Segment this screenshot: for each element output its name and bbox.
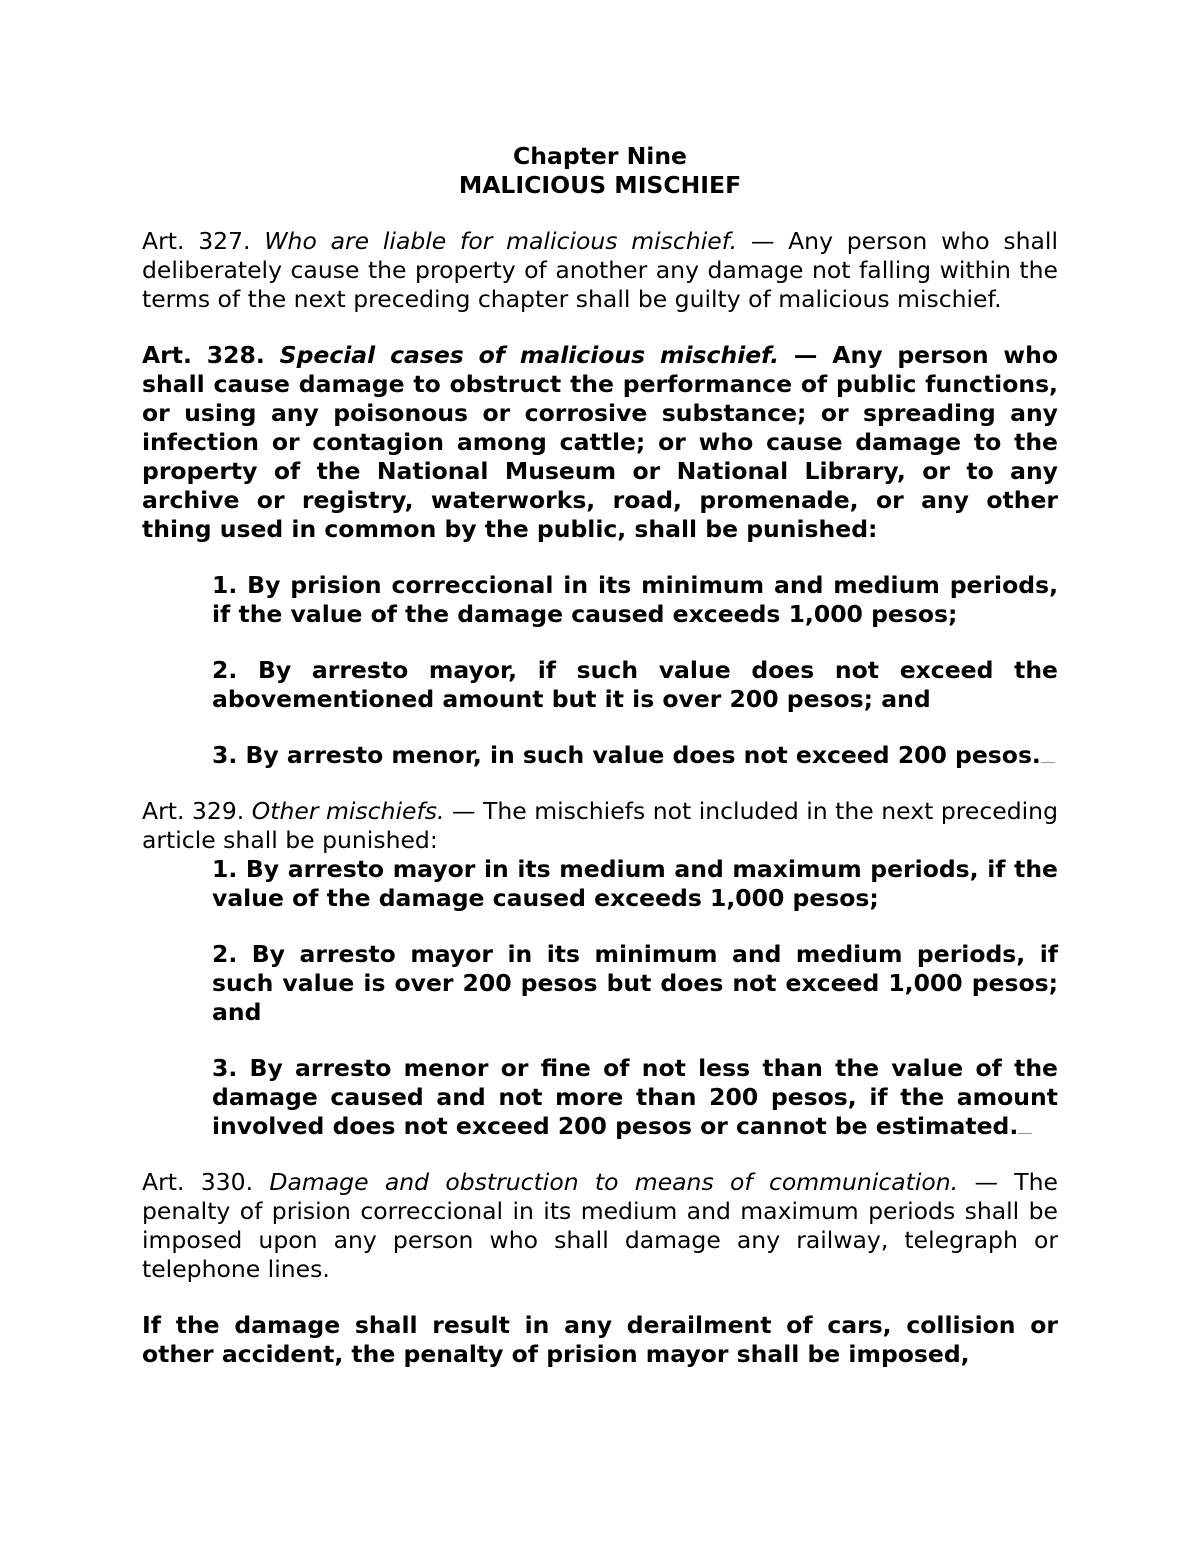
article-329-item-3 xyxy=(212,1054,1058,1141)
article-329-title: Other mischiefs. xyxy=(251,797,445,825)
document-content xyxy=(142,142,1058,1369)
underline-mark xyxy=(1041,762,1055,763)
article-328-item-3 xyxy=(212,741,1058,770)
article-330-title: Damage and obstruction to means of communication. xyxy=(269,1168,959,1196)
chapter-subtitle: MALICIOUS MISCHIEF xyxy=(458,171,742,199)
chapter-title: Chapter Nine xyxy=(513,142,687,170)
article-329-item-1: 1. By arresto mayor in its medium and maximum periods, if the value of the damage caused exceeds 1,000 pesos; xyxy=(212,855,1058,912)
article-329-number: Art. 329. xyxy=(142,797,245,825)
underline-mark xyxy=(1018,1133,1032,1134)
article-327 xyxy=(142,227,1058,314)
article-329-body: — The mischiefs not included in the next preceding article shall be punished: xyxy=(142,797,1058,854)
article-327-title: Who are liable for malicious mischief. xyxy=(264,227,738,255)
article-328 xyxy=(142,341,1058,544)
article-330 xyxy=(142,1168,1058,1284)
article-327-number: Art. 327. xyxy=(142,227,251,255)
article-328-item-3-text: 3. By arresto menor, in such value does not exceed 200 pesos. xyxy=(212,741,1041,769)
article-329-item-2: 2. By arresto mayor in its minimum and medium periods, if such value is over 200 pesos but does not exceed 1,000 pesos; and xyxy=(212,940,1058,1026)
article-328-item-2: 2. By arresto mayor, if such value does not exceed the abovementioned amount but it is over 200 pesos; and xyxy=(212,656,1058,713)
article-328-body: — Any person who shall cause damage to obstruct the performance of public functions, or using any poisonous or corrosive substance; or spreading any infection or contagion among cattle; or who cause damage to the property of the National Museum or National Library, or to any archive or registry, waterworks, road, promenade, or any other thing used in common by the public, shall be punished: xyxy=(142,341,1059,543)
article-328-number: Art. 328. xyxy=(142,341,265,369)
article-329 xyxy=(142,797,1058,855)
article-330-body: — The penalty of prision correccional in its medium and maximum periods shall be imposed upon any person who shall damage any railway, telegraph or telephone lines. xyxy=(142,1168,1058,1283)
article-328-item-1: 1. By prision correccional in its minimum and medium periods, if the value of the damage caused exceeds 1,000 pesos; xyxy=(212,571,1058,628)
article-328-title: Special cases of malicious mischief. xyxy=(279,341,780,369)
article-330-number: Art. 330. xyxy=(142,1168,254,1196)
article-327-body: — Any person who shall deliberately cause the property of another any damage not falling within the terms of the next preceding chapter shall be guilty of malicious mischief. xyxy=(142,227,1058,313)
article-330-paragraph-2: If the damage shall result in any derailment of cars, collision or other accident, the penalty of prision mayor shall be imposed, xyxy=(142,1311,1058,1368)
article-329-item-3-text: 3. By arresto menor or fine of not less than the value of the damage caused and not more than 200 pesos, if the amount involved does not exceed 200 pesos or cannot be estimated. xyxy=(212,1054,1058,1140)
